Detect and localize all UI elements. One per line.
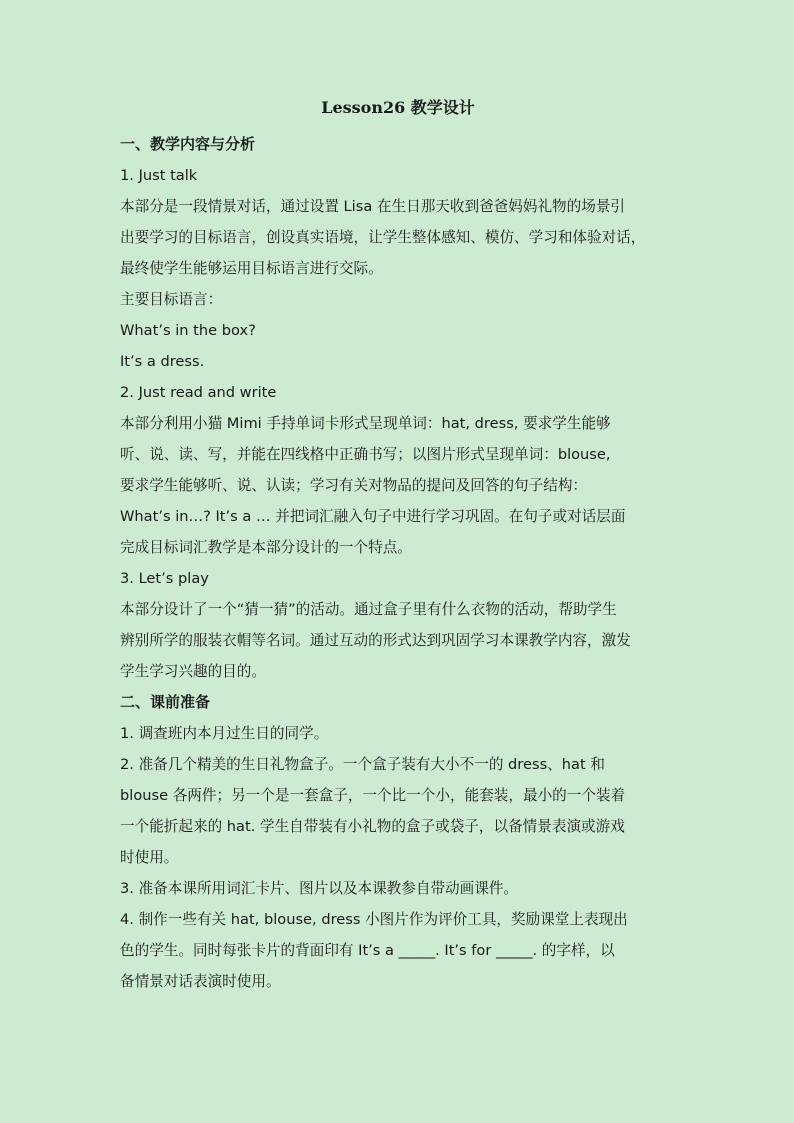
part1-target-line-2: It’s a dress. — [120, 353, 205, 370]
part3-line-2: 辨别所学的服装衣帽等名词。通过互动的形式达到巩固学习本课教学内容，激发 — [120, 632, 631, 649]
part2-line-1: 本部分利用小猫 Mimi 手持单词卡形式呈现单词：hat, dress, 要求学生能够 — [120, 415, 611, 432]
prep-item-2-line-4: 时使用。 — [120, 849, 179, 866]
prep-item-3-line-1: 3. 准备本课所用词汇卡片、图片以及本课教参自带动画课件。 — [120, 880, 519, 897]
prep-item-4-line-2: 色的学生。同时每张卡片的背面印有 It’s a _____. It’s for _____. 的字样，以 — [120, 942, 615, 959]
part1-line-2: 出要学习的目标语言，创设真实语境，让学生整体感知、模仿、学习和体验对话， — [120, 229, 646, 246]
part3-line-3: 学生学习兴趣的目的。 — [120, 663, 266, 680]
prep-item-4-line-1: 4. 制作一些有关 hat, blouse, dress 小图片作为评价工具，奖励课堂上表现出 — [120, 911, 628, 928]
prep-item-2-line-1: 2. 准备几个精美的生日礼物盒子。一个盒子装有大小不一的 dress、hat 和 — [120, 756, 605, 773]
prep-item-2-line-3: 一个能折起来的 hat. 学生自带装有小礼物的盒子或袋子，以备情景表演或游戏 — [120, 818, 625, 835]
part2-line-5: 完成目标词汇教学是本部分设计的一个特点。 — [120, 539, 412, 556]
section-heading-content-analysis: 一、教学内容与分析 — [120, 135, 256, 153]
part3-line-1: 本部分设计了一个“猜一猜”的活动。通过盒子里有什么衣物的活动，帮助学生 — [120, 601, 617, 618]
part1-label: 1. Just talk — [120, 167, 198, 184]
part1-line-3: 最终使学生能够运用目标语言进行交际。 — [120, 260, 383, 277]
part3-label: 3. Let’s play — [120, 570, 209, 587]
part1-target-label: 主要目标语言： — [120, 291, 223, 308]
part1-target-line-1: What’s in the box? — [120, 322, 256, 339]
section-heading-preparation: 二、课前准备 — [120, 693, 211, 711]
part2-label: 2. Just read and write — [120, 384, 277, 401]
part2-line-3: 要求学生能够听、说、认读；学习有关对物品的提问及回答的句子结构： — [120, 477, 588, 494]
prep-item-2-line-2: blouse 各两件；另一个是一套盒子，一个比一个小，能套装，最小的一个装着 — [120, 787, 626, 804]
document-title: Lesson26 教学设计 — [321, 98, 475, 117]
prep-item-1-line-1: 1. 调查班内本月过生日的同学。 — [120, 725, 329, 742]
part2-line-4: What’s in…? It’s a … 并把词汇融入句子中进行学习巩固。在句子或对话层面 — [120, 508, 626, 525]
part1-line-1: 本部分是一段情景对话，通过设置 Lisa 在生日那天收到爸爸妈妈礼物的场景引 — [120, 198, 626, 215]
part2-line-2: 听、说、读、写，并能在四线格中正确书写；以图片形式呈现单词：blouse, — [120, 446, 611, 463]
prep-item-4-line-3: 备情景对话表演时使用。 — [120, 973, 281, 990]
